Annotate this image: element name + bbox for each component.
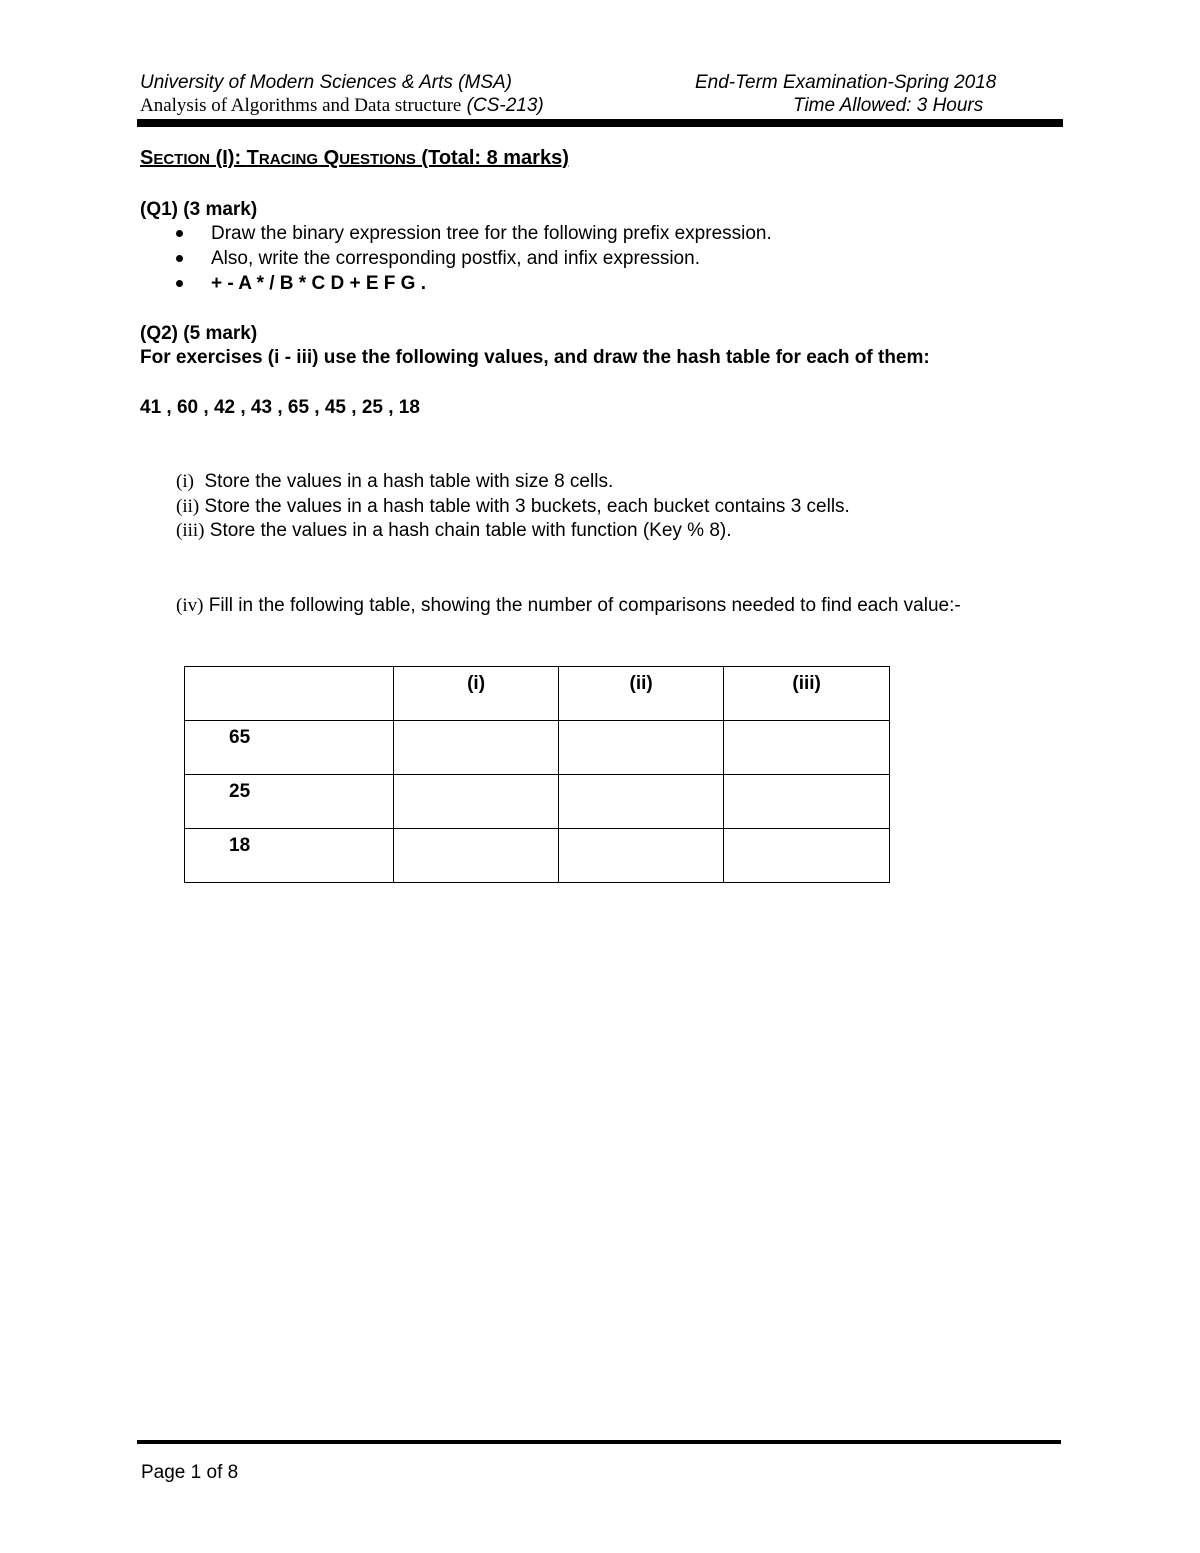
exam-title: End-Term Examination-Spring 2018 <box>695 72 997 93</box>
q2-title: (Q2) (5 mark) <box>140 323 258 344</box>
table-row <box>185 721 890 775</box>
q2-item-iv: (iv) Fill in the following table, showing the number of comparisons needed to find each value:- <box>176 595 961 616</box>
header-rule <box>137 119 1063 127</box>
answer-cell[interactable] <box>394 775 559 829</box>
q1-bullet-1: Draw the binary expression tree for the following prefix expression. <box>211 223 772 244</box>
table-header-cell: (iii) <box>724 667 890 721</box>
q2-item-ii: (ii) Store the values in a hash table with 3 buckets, each bucket contains 3 cells. <box>176 496 850 517</box>
comparisons-table <box>184 666 890 883</box>
answer-cell[interactable] <box>559 775 724 829</box>
course-name: Analysis of Algorithms and Data structure <box>140 95 462 116</box>
q2-values: 41 , 60 , 42 , 43 , 65 , 45 , 25 , 18 <box>140 397 420 418</box>
footer-rule <box>137 1440 1061 1444</box>
course-title <box>140 95 544 117</box>
answer-cell[interactable] <box>724 829 890 883</box>
answer-cell[interactable] <box>724 775 890 829</box>
q2-item-iii: (iii) Store the values in a hash chain table with function (Key % 8). <box>176 520 732 541</box>
section-title: SECTION (I): TRACING QUESTIONS (Total: 8 marks) <box>140 147 569 169</box>
page-number: Page 1 of 8 <box>141 1462 239 1483</box>
answer-cell[interactable] <box>394 829 559 883</box>
table-row-label: 65 <box>185 721 394 775</box>
table-row <box>185 829 890 883</box>
time-allowed: Time Allowed: 3 Hours <box>793 95 984 116</box>
table-row-label: 25 <box>185 775 394 829</box>
answer-cell[interactable] <box>559 721 724 775</box>
q2-item-i: (i) Store the values in a hash table with size 8 cells. <box>176 471 614 492</box>
answer-cell[interactable] <box>724 721 890 775</box>
answer-cell[interactable] <box>394 721 559 775</box>
bullet-icon <box>176 230 183 237</box>
table-header-cell <box>185 667 394 721</box>
table-header-row <box>185 667 890 721</box>
bullet-icon <box>176 280 183 287</box>
bullet-icon <box>176 255 183 262</box>
university-name: University of Modern Sciences & Arts (MSA) <box>140 72 513 93</box>
q1-bullet-2: Also, write the corresponding postfix, and infix expression. <box>211 248 700 269</box>
q1-title: (Q1) (3 mark) <box>140 199 258 220</box>
answer-cell[interactable] <box>559 829 724 883</box>
q2-instruction: For exercises (i - iii) use the following values, and draw the hash table for each of them: <box>140 347 930 368</box>
table-header-cell: (ii) <box>559 667 724 721</box>
course-code: (CS-213) <box>466 95 544 116</box>
q1-prefix-expression: + - A * / B * C D + E F G . <box>211 273 427 294</box>
table-row <box>185 775 890 829</box>
table-header-cell: (i) <box>394 667 559 721</box>
table-row-label: 18 <box>185 829 394 883</box>
